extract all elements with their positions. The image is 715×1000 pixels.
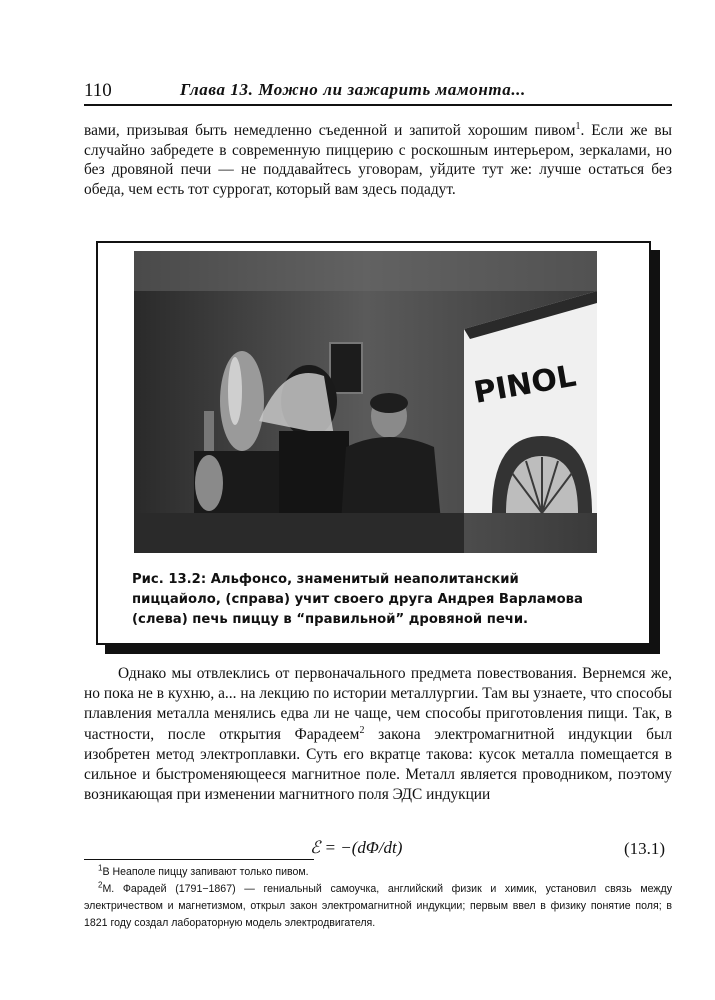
paragraph-intro-text-a: вами, призывая быть немедленно съеденной и запитой хорошим пивом (84, 122, 576, 139)
paragraph-main-text-b: закона электромагнитной индукции был изобретен метод электроплавки. Суть его вкратце такова: кусок металла помещается в сильное и быстроменяющееся магнитное поле. Металл является проводником, поэтому возникающая при изменении магнитного поля ЭДС индукции (84, 725, 672, 804)
figure-box (96, 241, 651, 645)
footnote-ref-1[interactable]: 1 (575, 120, 581, 132)
footnote-separator (84, 859, 314, 860)
running-title: Глава 13. Можно ли зажарить мамонта... (180, 80, 526, 99)
equation-number: (13.1) (624, 839, 666, 858)
footnote-2 (84, 881, 672, 932)
sign-text: PINOL (471, 358, 579, 411)
paragraph-intro (84, 121, 672, 199)
footnote-text: В Неаполе пиццу запивают только пивом. (102, 866, 309, 878)
footnote-text: М. Фарадей (1791−1867) — гениальный самоучка, английский физик и химик, установил связь между электричеством и магнетизмом, открыл закон электромагнитной индукции; первым ввел в физику понятие поля; в 1821 году создал лабораторную модель электродвигателя. (84, 883, 672, 929)
footnote-1 (84, 864, 672, 881)
equation-formula: ℰ = −(dΦ/dt) (310, 838, 403, 857)
photo-illustration (134, 251, 597, 553)
footnote-mark: 2 (98, 880, 103, 890)
footnote-mark: 1 (98, 863, 103, 873)
paragraph-main-text-a: Однако мы отвлеклись от первоначального предмета повествования. Вернемся же, но пока не в кухню, а... на лекцию по истории металлургии. Там вы узнаете, что способы плавления металла менялись едва ли не чаще, чем способы приготовления пищи. Так, в частности, после открытия Фарадеем (84, 665, 672, 743)
page-number: 110 (84, 80, 112, 101)
footnotes (84, 864, 672, 932)
footnote-ref-2[interactable]: 2 (359, 724, 365, 736)
paragraph-intro-text-b: . Если же вы случайно забредете в современную пиццерию с роскошным интерьером, зеркалами, но без дровяной печи — не поддавайтесь уговорам, уйдите тут же: лучше остаться без обеда, чем есть тот суррогат, который вам здесь подадут. (84, 122, 672, 198)
paragraph-main (84, 664, 672, 805)
figure-caption: Рис. 13.2: Альфонсо, знаменитый неаполитанский пиццайоло, (справа) учит своего друга Андрея Варламова (слева) печь пиццу в “правильной” дровяной печи. (132, 572, 583, 627)
page-header (84, 78, 672, 106)
pizzeria-photo (134, 251, 597, 553)
